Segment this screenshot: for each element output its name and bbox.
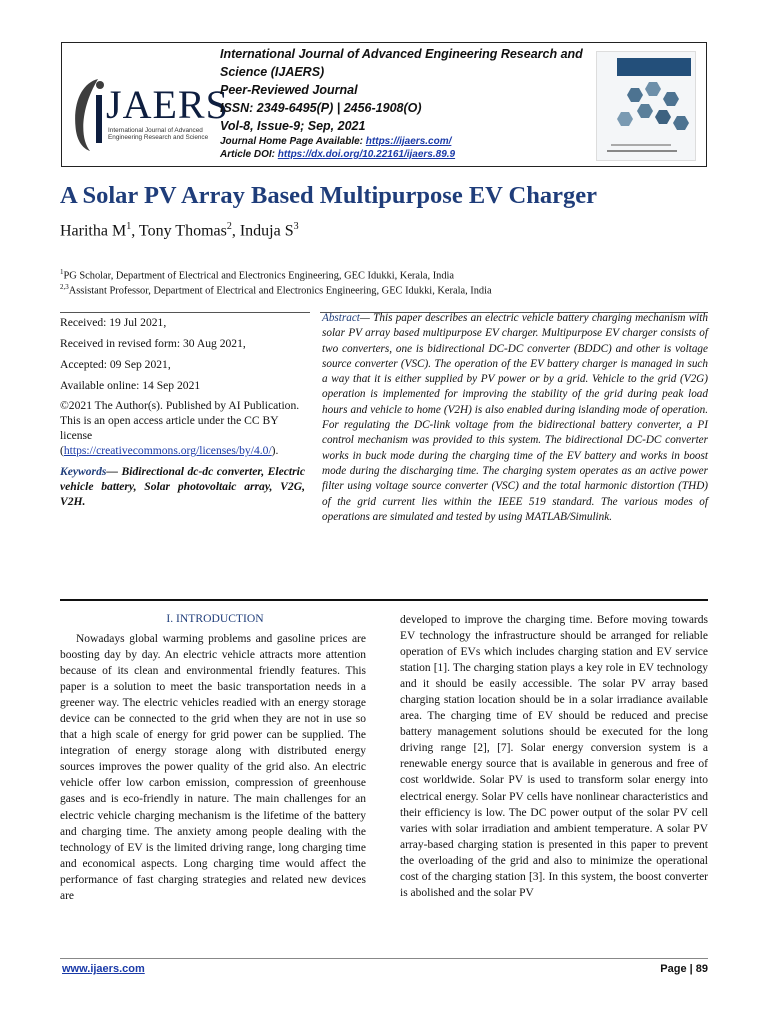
journal-name-line2: Science (IJAERS) (220, 65, 325, 79)
author-sup: 1 (126, 221, 132, 232)
keywords-text: Bidirectional dc-dc converter, Electric vehicle battery, Solar photovoltaic array, V2G, V2H. (60, 465, 305, 508)
journal-info (220, 45, 590, 161)
journal-header (61, 42, 707, 167)
volume-issue: Vol-8, Issue-9; Sep, 2021 (220, 119, 366, 133)
keywords-label: Keywords (60, 465, 107, 478)
copyright-notice (60, 398, 305, 458)
doi-link[interactable]: https://dx.doi.org/10.22161/ijaers.89.9 (277, 149, 456, 160)
author-sup: 2 (226, 221, 232, 232)
copyright-text: ©2021 The Author(s). Published by AI Publication. This is an open access article under the CC BY license (60, 399, 300, 442)
affiliation-text: PG Scholar, Department of Electrical and Electronics Engineering, GEC Idukki, Kerala, India (63, 270, 455, 282)
journal-logo (68, 73, 229, 153)
journal-cover-image (596, 51, 696, 161)
footer-url-link[interactable]: www.ijaers.com (62, 963, 145, 975)
doi-line (220, 148, 590, 161)
keywords (60, 464, 305, 509)
paren-open: ( (60, 444, 64, 457)
abstract-text: This paper describes an electric vehicle battery charging mechanism with solar PV array based multipurpose EV charger. Multipurpose EV charger consists of two converters, one is bidirectional DC-DC converter (BDDC) and other is voltage source converter (VSC). The operation of the EV battery charger is managed in such a way that it is either supplied by PV power or by a grid. Vehicle to the grid (V2G) operation is implemented for improving the stability of the grid during peak load hours and vehicle to home (V2H) is also enabled during islanding mode of operation. For regulating the DC-link voltage from the bidirectional battery converter, a PI control mechanism was provided to this system. The bidirectional DC-DC converter works in buck mode during the charging time of the EV battery and works in boost mode during the discharging time. The charging system operates as an active power filter using voltage source converter (VSC) and the total harmonic distortion (THD) of the grid current lies within the IEEE 519 standard. The various modes of operations are simulated and tested by using MATLAB/Simulink. (322, 312, 708, 523)
author-sup: 3 (293, 221, 299, 232)
footer-divider (60, 958, 708, 959)
license-link[interactable]: https://creativecommons.org/licenses/by/4.0/ (63, 444, 272, 457)
divider (60, 312, 310, 313)
revised-date: Received in revised form: 30 Aug 2021, (60, 337, 246, 350)
body-column-left: Nowadays global warming problems and gasoline prices are boosting day by day. An electric vehicle attracts more attention because of its clean and environmental friendly features. This paper is a solution to meet the basic transportation needs in a greener way. The electric vehicles readied with an energy storage device can be connected to the grid when they are not in use so that a high scale of energy for grid power can be supplied. The integration of energy storage along with distributed energy sources improves the power quality of the grid also. An electric vehicle offer low carbon emission, compression of greenhouse gases and is eco-friendly in nature. The main challenges for an electric vehicle charging mechanism is the lifetime of the battery and charging time. The anxiety among people dealing with the technology of EV is the limited driving range, long charging time and economical aspects. Long charging time would affect the performance of fast charging strategies and related new devices are (60, 633, 366, 902)
article-metadata (60, 314, 305, 509)
journal-name-line1: International Journal of Advanced Engineering Research and (220, 47, 583, 61)
abstract-label: Abstract (322, 312, 360, 324)
received-date: Received: 19 Jul 2021, (60, 316, 167, 329)
page-number: Page | 89 (660, 963, 708, 975)
peer-review-label: Peer-Reviewed Journal (220, 83, 358, 97)
logo-swoosh-icon (68, 73, 108, 153)
affiliation-2 (60, 283, 492, 296)
author-name: Tony Thomas (138, 222, 227, 240)
article-title: A Solar PV Array Based Multipurpose EV Charger (60, 182, 597, 209)
author-list: Haritha $M^1$, Tony Thomas$^2$, Induja $S^3$ (60, 221, 299, 240)
homepage-link[interactable]: https://ijaers.com/ (365, 136, 452, 147)
affiliation-1 (60, 268, 454, 281)
body-column-right: developed to improve the charging time. Before moving towards EV technology the infrastructure should be arranged for reliable operation of EVs which includes charging station and EV service station [1]. The charging station plays a key role in EV technology and it should be easily accessible. The solar PV array based charging station location should be in a solar irradiance available area. The charging time of EV should be reduced and precise battery management solutions should be executed for the long driving range [2], [7]. Solar energy conversion system is a renewable energy source that is available in generous and free of cost worldwide. Solar PV is used to transform solar energy into electrical energy. Solar PV cells have nonlinear characteristics and their efficiency is low. The DC power output of the solar PV cell varies with solar irradiation and ambient temperature. A solar PV array-based charging station is presented in this paper to prevent the overloading of the grid and also to minimize the operational cost of the charging station [3]. In this system, the boost converter is abolished and the solar PV (400, 614, 708, 899)
logo-text: JAERS (106, 82, 229, 127)
logo-subtitle: International Journal of Advanced Engineering Research and Science (108, 127, 209, 141)
abstract (322, 311, 708, 525)
homepage-label: Journal Home Page Available: (220, 136, 366, 147)
affiliation-sup: 1 (60, 268, 64, 276)
accepted-date: Accepted: 09 Sep 2021, (60, 358, 171, 371)
affiliation-text: Assistant Professor, Department of Electrical and Electronics Engineering, GEC Idukki, Kerala, India (68, 285, 492, 297)
section-divider (60, 599, 708, 601)
affiliation-sup: 2,3 (60, 283, 69, 291)
issn: ISSN: 2349-6495(P) | 2456-1908(O) (220, 101, 422, 115)
homepage-line (220, 135, 590, 148)
author-name: Haritha M (60, 222, 127, 240)
doi-label: Article DOI: (220, 149, 278, 160)
paren-close: ). (271, 444, 279, 457)
section-heading: I. INTRODUCTION (166, 612, 264, 625)
online-date: Available online: 14 Sep 2021 (60, 379, 201, 392)
keywords-dash: — (106, 465, 122, 478)
abstract-dash: — (359, 312, 374, 324)
author-name: Induja S (239, 222, 294, 240)
